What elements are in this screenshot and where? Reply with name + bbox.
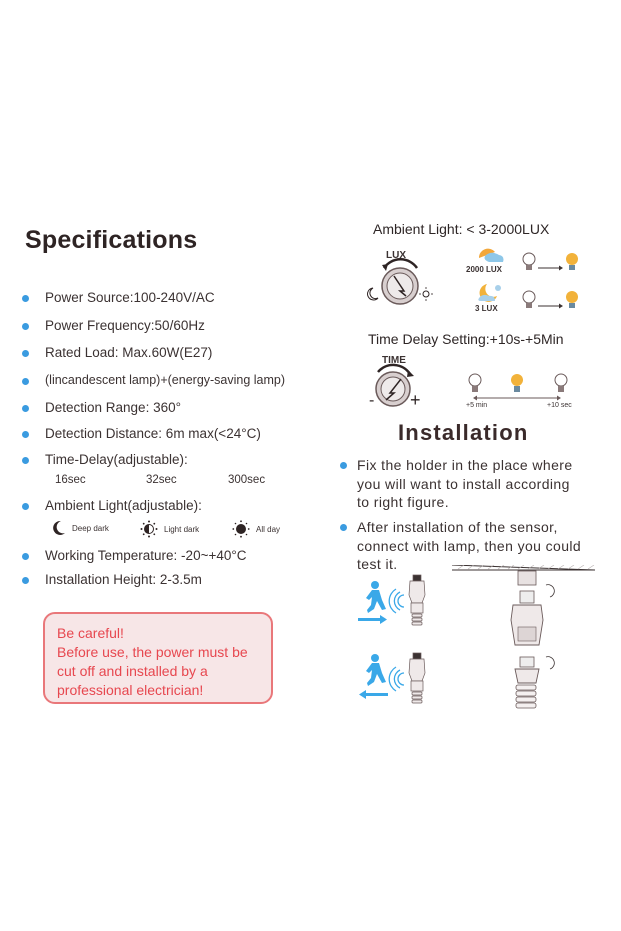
time-minus: - <box>369 392 375 409</box>
ambient-light-heading: Ambient Light: < 3-2000LUX <box>373 221 550 237</box>
installation-step: Fix the holder in the place where you will want to install according to right figure. <box>340 456 615 512</box>
bulb-off-to-on-icon <box>522 252 584 274</box>
time-left-label: +5 min <box>466 402 488 409</box>
time-delay-heading: Time Delay Setting:+10s-+5Min <box>368 331 564 347</box>
bullet-icon <box>340 524 347 531</box>
bullet-icon <box>340 462 347 469</box>
time-bulbs-icon <box>465 372 575 402</box>
bullet-icon <box>22 350 29 357</box>
time-plus: + <box>410 390 421 410</box>
bullet-icon <box>22 457 29 464</box>
bullet-icon <box>22 503 29 510</box>
ambient-option-deep-dark: Deep dark <box>52 520 109 536</box>
moon-icon <box>52 520 66 536</box>
bullet-icon <box>22 405 29 412</box>
person-walking-icon <box>359 654 388 699</box>
moon-cloud-icon <box>477 283 503 303</box>
bullet-icon <box>22 295 29 302</box>
bullet-icon <box>22 577 29 584</box>
person-walking-icon <box>358 581 387 624</box>
warning-line: professional electrician! <box>57 682 204 698</box>
warning-line: Before use, the power must be <box>57 644 248 660</box>
bullet-icon <box>22 553 29 560</box>
bullet-icon <box>22 378 29 385</box>
time-right-label: +10 sec <box>547 402 572 409</box>
bulb-off-to-on-icon <box>522 290 584 312</box>
lux-dial-label: LUX <box>386 250 406 261</box>
lux-3-label: 3 LUX <box>475 304 498 313</box>
half-sun-icon <box>140 520 158 538</box>
warning-line: Be careful! <box>57 625 124 641</box>
ambient-option-light-dark: Light dark <box>140 520 199 538</box>
installation-title: Installation <box>398 420 529 445</box>
sun-cloud-icon <box>477 246 505 264</box>
warning-line: cut off and installed by a <box>57 663 208 679</box>
time-delay-option: 16sec <box>55 474 86 486</box>
installation-step: After installation of the sensor, connect with lamp, then you could test it. <box>340 518 615 574</box>
sun-icon <box>232 520 250 538</box>
installation-figure <box>350 565 615 725</box>
time-dial-label: TIME <box>382 355 406 366</box>
specifications-title: Specifications <box>25 226 198 254</box>
ambient-option-all-day: All day <box>232 520 280 538</box>
time-delay-option: 300sec <box>228 474 266 486</box>
warning-box <box>43 612 273 704</box>
time-delay-option: 32sec <box>146 474 177 486</box>
bullet-icon <box>22 323 29 330</box>
bullet-icon <box>22 431 29 438</box>
lux-2000-label: 2000 LUX <box>466 265 503 274</box>
lux-dial-icon <box>362 258 437 308</box>
